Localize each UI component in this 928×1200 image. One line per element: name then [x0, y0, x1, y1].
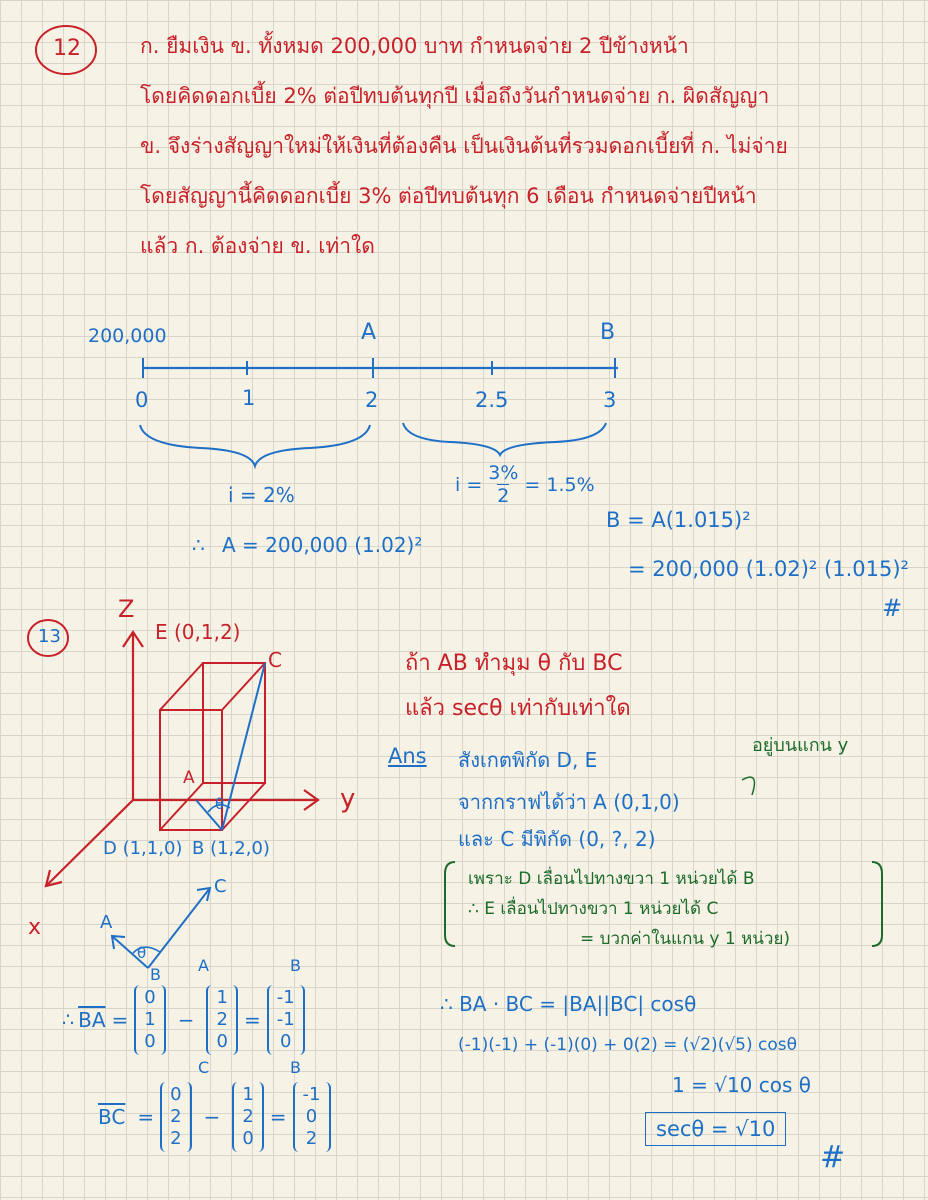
rate-1: i = 2% [228, 483, 295, 507]
question-line-2: แล้ว secθ เท่ากับเท่าใด [405, 696, 631, 721]
vector-bc [222, 663, 265, 830]
point-a-label: A [183, 768, 195, 788]
problem-12-line-1: ก. ยืมเงิน ข. ทั้งหมด 200,000 บาท กำหนดจ่าย 2 ปีข้างหน้า [140, 34, 689, 58]
timeline-tick-0: 0 [135, 388, 149, 412]
ans-line-2: จากกราฟได้ว่า A (0,1,0) [458, 790, 680, 814]
matrix-row-bc: $\overline{BC}$ = 0 2 2 − 1 2 0 = -1 0 2 [98, 1082, 337, 1152]
axis-z-label: Z [118, 595, 135, 623]
axis-x-label: x [28, 915, 42, 940]
rate-2-suffix: = 1.5% [524, 473, 595, 496]
vector-ba-label: $\overline{BA}$ [78, 1008, 106, 1032]
point-e-label: E (0,1,2) [155, 620, 241, 644]
problem-12-line-3: ข. จึงร่างสัญญาใหม่ให้เงินที่ต้องคืน เป็นเงินต้นที่รวมดอกเบี้ยที่ ก. ไม่จ่าย [140, 134, 788, 158]
theta-label: θ [215, 795, 225, 813]
vector-bc-label: $\overline{BC}$ [98, 1105, 126, 1129]
timeline-tick-1: 1 [242, 386, 256, 410]
timeline-tick-2: 2 [365, 388, 379, 412]
equation-b-1: B = A(1.015)² [606, 508, 751, 532]
green-note-3: = บวกค่าในแกน y 1 หน่วย) [580, 929, 791, 949]
timeline-label-a: A [361, 320, 377, 345]
dot-product-line-2: (-1)(-1) + (-1)(0) + 0(2) = (√2)(√5) cosθ [458, 1035, 798, 1055]
small-theta: θ [137, 944, 147, 962]
matrix-b: 1 2 0 [206, 985, 237, 1055]
rate-2-denominator: 2 [497, 485, 510, 507]
problem-12-end-mark: # [882, 594, 903, 622]
matrix-row-ba: ∴ $\overline{BA}$ = 0 1 0 − 1 2 0 = -1 -1 0 [62, 985, 311, 1055]
dot-product-line-1: ∴ BA · BC = |BA||BC| cosθ [440, 992, 697, 1016]
question-line-1: ถ้า AB ทำมุม θ กับ BC [405, 651, 623, 676]
matrix-header-b: B [290, 956, 301, 975]
matrix-ba-result: -1 -1 0 [267, 985, 305, 1055]
ans-label: Ans [388, 744, 427, 768]
small-point-c: C [214, 876, 227, 897]
ans-line-1: สังเกตพิกัด D, E [458, 748, 598, 772]
green-note-1: เพราะ D เลื่อนไปทางขวา 1 หน่วยได้ B [468, 869, 755, 889]
ans-line-3: และ C มีพิกัด (0, ?, 2) [458, 827, 656, 851]
matrix-header-a: A [198, 956, 209, 975]
note-arrow [742, 777, 754, 795]
point-c-label: C [268, 648, 282, 672]
small-point-b: B [150, 965, 161, 984]
matrix-c: 0 2 2 [160, 1082, 191, 1152]
ans-note: อยู่บนแกน y [752, 735, 849, 756]
axis-y-label: y [340, 784, 356, 814]
matrix-a: 0 1 0 [134, 985, 165, 1055]
rate-2-fraction [488, 462, 518, 507]
dot-product-line-3: 1 = √10 cos θ [672, 1073, 811, 1097]
equation-b-2: = 200,000 (1.02)² (1.015)² [628, 557, 909, 581]
problem-12-line-4: โดยสัญญานี้คิดดอกเบี้ย 3% ต่อปีทบต้นทุก 6 เดือน กำหนดจ่ายปีหน้า [140, 184, 757, 208]
problem-12-number: 12 [53, 36, 81, 61]
final-answer-box: secθ = √10 [645, 1112, 786, 1146]
small-point-a: A [100, 912, 113, 933]
point-d-label: D (1,1,0) [103, 838, 183, 859]
problem-12-line-5: แล้ว ก. ต้องจ่าย ข. เท่าใด [140, 234, 375, 258]
box-prism [160, 663, 265, 830]
timeline-tick-2-5: 2.5 [475, 388, 509, 412]
matrix-bc-result: -1 0 2 [293, 1082, 331, 1152]
point-b-label: B (1,2,0) [192, 838, 270, 859]
green-bracket-left [445, 862, 455, 946]
rate-2-prefix: i = [455, 473, 483, 496]
problem-13-end-mark: # [820, 1140, 846, 1175]
matrix-header-b-2: B [290, 1058, 301, 1077]
timeline-label-b: B [600, 320, 616, 345]
rate-2 [455, 462, 595, 507]
equation-a: A = 200,000 (1.02)² [222, 533, 423, 557]
therefore-small: ∴ [62, 1009, 75, 1031]
problem-12-line-2: โดยคิดดอกเบี้ย 2% ต่อปีทบต้นทุกปี เมื่อถึงวันกำหนดจ่าย ก. ผิดสัญญา [140, 84, 770, 108]
green-bracket-right [872, 862, 882, 946]
brace-right [403, 423, 606, 455]
rate-2-numerator: 3% [488, 462, 519, 484]
green-note-2: ∴ E เลื่อนไปทางขวา 1 หน่วยได้ C [468, 899, 719, 919]
matrix-b-second: 1 2 0 [232, 1082, 263, 1152]
matrix-header-c: C [198, 1058, 210, 1077]
brace-left [140, 425, 370, 466]
problem-13-number: 13 [38, 626, 61, 647]
therefore-symbol: ∴ [192, 533, 205, 557]
timeline-amount: 200,000 [88, 325, 167, 347]
timeline-tick-3: 3 [603, 388, 617, 412]
